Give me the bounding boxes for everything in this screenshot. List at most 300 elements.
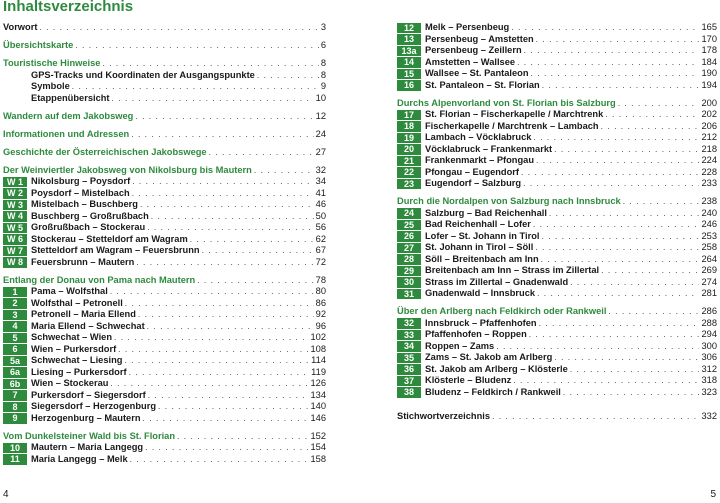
stage-number-badge: 12 bbox=[397, 23, 421, 34]
toc-entry-title: Vöcklabruck – Frankenmarkt bbox=[425, 143, 553, 154]
toc-left-column bbox=[3, 22, 326, 465]
toc-page-number: 8 bbox=[320, 58, 326, 68]
dot-leader bbox=[517, 57, 699, 69]
dot-leader bbox=[102, 58, 318, 70]
toc-entry-title: Mistelbach – Buschberg bbox=[31, 199, 138, 209]
stage-number-badge: 27 bbox=[397, 243, 421, 254]
toc-stage-entry[interactable] bbox=[397, 34, 717, 46]
toc-entry-title: Fischerkapelle / Marchtrenk – Lambach bbox=[425, 120, 599, 131]
toc-entry-title: Zams – St. Jakob am Arlberg bbox=[425, 352, 553, 362]
dot-leader bbox=[114, 332, 308, 344]
toc-stage-entry[interactable] bbox=[397, 219, 717, 231]
toc-page-number: 46 bbox=[315, 199, 326, 209]
dot-leader bbox=[511, 22, 699, 34]
stage-number-badge: 28 bbox=[397, 254, 421, 265]
dot-leader bbox=[129, 367, 310, 379]
dot-leader bbox=[570, 277, 699, 289]
toc-entry-title: Maria Langegg – Melk bbox=[31, 453, 128, 464]
toc-stage-entry[interactable] bbox=[397, 318, 717, 330]
toc-page-number: 258 bbox=[701, 242, 717, 252]
toc-stage-entry[interactable] bbox=[3, 367, 326, 379]
stage-number-badge: 4 bbox=[3, 321, 27, 332]
toc-stage-entry[interactable] bbox=[3, 176, 326, 188]
toc-entry-title: Lofer – St. Johann in Tirol bbox=[425, 230, 540, 241]
dot-leader bbox=[110, 286, 314, 298]
stage-number-badge: W 1 bbox=[3, 177, 27, 188]
dot-leader bbox=[549, 208, 700, 220]
toc-entry-title: Schwechat – Wien bbox=[31, 332, 113, 342]
toc-entry-title: Persenbeug – Zeillern bbox=[425, 45, 522, 55]
dot-leader bbox=[554, 352, 699, 364]
toc-page-number: 323 bbox=[701, 386, 717, 397]
toc-page-number: 119 bbox=[311, 366, 326, 377]
toc-stage-entry[interactable] bbox=[3, 390, 326, 402]
toc-entry-title: Wallsee – St. Pantaleon bbox=[425, 68, 529, 78]
dot-leader bbox=[536, 155, 699, 167]
dot-leader bbox=[623, 196, 700, 208]
dot-leader bbox=[151, 211, 314, 223]
toc-entry-title: Maria Ellend – Schwechat bbox=[31, 320, 145, 331]
dot-leader bbox=[492, 411, 699, 423]
dot-leader bbox=[533, 132, 699, 144]
toc-entry-title: Wandern auf dem Jakobsweg bbox=[3, 110, 134, 121]
toc-stage-entry[interactable] bbox=[397, 375, 717, 387]
page-title: Inhaltsverzeichnis bbox=[3, 0, 134, 15]
toc-entry-title: Wien – Purkersdorf bbox=[31, 343, 117, 354]
toc-section-heading[interactable] bbox=[3, 165, 326, 177]
toc-entry-title: Übersichtskarte bbox=[3, 40, 74, 50]
dot-leader bbox=[118, 344, 308, 356]
toc-page-number: 318 bbox=[701, 375, 717, 385]
stage-number-badge: 14 bbox=[397, 57, 421, 68]
toc-stage-entry[interactable] bbox=[397, 254, 717, 266]
toc-stage-entry[interactable] bbox=[397, 132, 717, 144]
dot-leader bbox=[147, 321, 314, 333]
toc-page-number: 86 bbox=[315, 297, 326, 308]
toc-entry[interactable] bbox=[3, 93, 326, 105]
toc-entry-title: Strass im Zillertal – Gnadenwald bbox=[425, 276, 569, 287]
toc-entry-title: St. Jakob am Arlberg – Klösterle bbox=[425, 363, 568, 374]
toc-page-number: 312 bbox=[701, 363, 717, 374]
toc-section-heading[interactable] bbox=[3, 275, 326, 287]
toc-entry-title: Durch die Nordalpen von Salzburg nach Innsbruck bbox=[397, 196, 621, 206]
stage-number-badge: 34 bbox=[397, 341, 421, 352]
stage-number-badge: W 5 bbox=[3, 223, 27, 234]
toc-entry-title: Stetteldorf am Wagram – Feuersbrunn bbox=[31, 245, 200, 255]
toc-entry-title: Frankenmarkt – Pfongau bbox=[425, 155, 535, 165]
toc-entry[interactable] bbox=[3, 81, 326, 93]
stage-number-badge: 18 bbox=[397, 121, 421, 132]
toc-stage-entry[interactable] bbox=[397, 341, 717, 353]
toc-page-number: 108 bbox=[310, 343, 326, 354]
toc-stage-entry[interactable] bbox=[397, 288, 717, 300]
toc-page-number: 80 bbox=[315, 286, 326, 296]
toc-stage-entry[interactable] bbox=[3, 211, 326, 223]
toc-page-number: 126 bbox=[310, 378, 326, 388]
dot-leader bbox=[110, 378, 308, 390]
dot-leader bbox=[132, 188, 314, 200]
toc-stage-entry[interactable] bbox=[397, 57, 717, 69]
toc-page-number: 253 bbox=[701, 230, 717, 241]
dot-leader bbox=[529, 329, 700, 341]
toc-page-number: 62 bbox=[315, 233, 326, 244]
stage-number-badge: 30 bbox=[397, 277, 421, 288]
toc-entry-title: Söll – Breitenbach am Inn bbox=[425, 253, 539, 264]
toc-page-number: 114 bbox=[311, 355, 326, 365]
toc-entry-title: Pama – Wolfsthal bbox=[31, 286, 108, 296]
stage-number-badge: 22 bbox=[397, 167, 421, 178]
toc-entry-title: Salzburg – Bad Reichenhall bbox=[425, 207, 547, 218]
toc-section-heading[interactable] bbox=[3, 58, 326, 70]
toc-stage-entry[interactable] bbox=[397, 364, 717, 376]
toc-stage-entry[interactable] bbox=[397, 352, 717, 364]
toc-entry-title: Poysdorf – Mistelbach bbox=[31, 187, 130, 198]
dot-leader bbox=[521, 167, 699, 179]
toc-stage-entry[interactable] bbox=[397, 265, 717, 277]
toc-page-number: 240 bbox=[701, 207, 717, 218]
toc-page-number: 269 bbox=[701, 265, 717, 275]
toc-section-heading[interactable] bbox=[3, 147, 326, 159]
toc-entry-title: Nikolsburg – Poysdorf bbox=[31, 176, 131, 186]
toc-section-heading[interactable] bbox=[397, 306, 717, 318]
stage-number-badge: 35 bbox=[397, 353, 421, 364]
stage-number-badge: 1 bbox=[3, 287, 27, 298]
toc-entry-title: Durchs Alpenvorland von St. Florian bis Salzburg bbox=[397, 97, 616, 108]
toc-entry-title: Gnadenwald – Innsbruck bbox=[425, 288, 536, 298]
stage-number-badge: W 6 bbox=[3, 234, 27, 245]
stage-number-badge: 36 bbox=[397, 364, 421, 375]
dot-leader bbox=[496, 341, 699, 353]
stage-number-badge: W 3 bbox=[3, 200, 27, 211]
toc-page-number: 170 bbox=[701, 33, 717, 44]
toc-page-number: 24 bbox=[315, 128, 326, 139]
stage-number-badge: 15 bbox=[397, 69, 421, 80]
dot-leader bbox=[138, 309, 314, 321]
dot-leader bbox=[197, 275, 313, 287]
toc-entry-title: Liesing – Purkersdorf bbox=[31, 366, 127, 377]
toc-stage-entry[interactable] bbox=[397, 68, 717, 80]
toc-page-number: 72 bbox=[315, 256, 326, 267]
stage-number-badge: 24 bbox=[397, 208, 421, 219]
toc-page-number: 238 bbox=[701, 196, 717, 206]
toc-section-heading[interactable] bbox=[397, 98, 717, 110]
toc-stage-entry[interactable] bbox=[397, 167, 717, 179]
toc-page-number: 165 bbox=[701, 22, 717, 32]
stage-number-badge: 11 bbox=[3, 454, 27, 465]
toc-entry[interactable] bbox=[397, 411, 717, 423]
dot-leader bbox=[542, 231, 700, 243]
dot-leader bbox=[132, 176, 313, 188]
dot-leader bbox=[145, 442, 308, 454]
stage-number-badge: 32 bbox=[397, 318, 421, 329]
dot-leader bbox=[524, 45, 700, 57]
toc-stage-entry[interactable] bbox=[3, 245, 326, 257]
toc-entry[interactable] bbox=[3, 70, 326, 82]
stage-number-badge: 17 bbox=[397, 110, 421, 121]
toc-entry-title: Wolfsthal – Petronell bbox=[31, 297, 123, 308]
stage-number-badge: 37 bbox=[397, 376, 421, 387]
toc-entry-title: Bludenz – Feldkirch / Rankweil bbox=[425, 386, 561, 397]
toc-entry-title: Geschichte der Österreichischen Jakobswege bbox=[3, 146, 207, 157]
toc-page-number: 41 bbox=[315, 187, 326, 198]
toc-entry-title: Stichwortverzeichnis bbox=[397, 411, 490, 421]
dot-leader bbox=[570, 364, 700, 376]
toc-stage-entry[interactable] bbox=[397, 231, 717, 243]
dot-leader bbox=[75, 40, 319, 52]
toc-entry-title: Der Weinviertler Jakobsweg von Nikolsburg bis Mautern bbox=[3, 164, 252, 175]
toc-entry-title: Persenbeug – Amstetten bbox=[425, 33, 534, 44]
toc-entry-title: Purkersdorf – Siegersdorf bbox=[31, 389, 146, 400]
toc-entry-title: Entlang der Donau von Pama nach Mautern bbox=[3, 274, 196, 285]
toc-page-number: 78 bbox=[315, 274, 326, 285]
toc-page-number: 178 bbox=[701, 45, 717, 55]
toc-page-number: 96 bbox=[315, 320, 326, 331]
toc-page-number: 212 bbox=[701, 132, 717, 142]
dot-leader bbox=[531, 68, 700, 80]
dot-leader bbox=[39, 22, 318, 34]
dot-leader bbox=[523, 178, 699, 190]
toc-stage-entry[interactable] bbox=[397, 178, 717, 190]
toc-entry-title: Pfaffenhofen – Roppen bbox=[425, 329, 527, 339]
toc-page-number: 300 bbox=[701, 340, 717, 351]
toc-section-heading[interactable] bbox=[3, 431, 326, 443]
toc-entry-title: Symbole bbox=[31, 81, 70, 91]
stage-number-badge: W 4 bbox=[3, 211, 27, 222]
stage-number-badge: 13a bbox=[397, 46, 421, 57]
toc-stage-entry[interactable] bbox=[397, 121, 717, 133]
stage-number-badge: 7 bbox=[3, 390, 27, 401]
dot-leader bbox=[601, 121, 700, 133]
toc-stage-entry[interactable] bbox=[3, 355, 326, 367]
toc-page-number: 3 bbox=[320, 22, 326, 32]
toc-entry-title: Pfongau – Eugendorf bbox=[425, 166, 519, 177]
toc-page-number: 200 bbox=[701, 97, 717, 108]
toc-section-heading[interactable] bbox=[3, 129, 326, 141]
stage-number-badge: 6 bbox=[3, 344, 27, 355]
toc-page-number: 67 bbox=[315, 245, 326, 255]
stage-number-badge: 10 bbox=[3, 443, 27, 454]
toc-entry-title: Stockerau – Stetteldorf am Wagram bbox=[31, 233, 188, 244]
toc-page-number: 224 bbox=[701, 155, 717, 165]
dot-leader bbox=[202, 245, 314, 257]
toc-page-number: 184 bbox=[701, 56, 717, 67]
toc-stage-entry[interactable] bbox=[3, 257, 326, 269]
toc-entry-title: Schwechat – Liesing bbox=[31, 355, 123, 365]
toc-entry-title: Über den Arlberg nach Feldkirch oder Rankweil bbox=[397, 306, 607, 316]
dot-leader bbox=[158, 401, 308, 413]
stage-number-badge: 26 bbox=[397, 231, 421, 242]
stage-number-badge: 23 bbox=[397, 179, 421, 190]
toc-page-number: 146 bbox=[310, 412, 326, 423]
dot-leader bbox=[618, 98, 700, 110]
stage-number-badge: 33 bbox=[397, 330, 421, 341]
toc-page-number: 294 bbox=[701, 329, 717, 339]
toc-stage-entry[interactable] bbox=[3, 454, 326, 466]
toc-page-number: 12 bbox=[315, 110, 326, 121]
toc-entry-title: Eugendorf – Salzburg bbox=[425, 178, 522, 188]
toc-page-number: 281 bbox=[701, 288, 717, 298]
toc-stage-entry[interactable] bbox=[397, 144, 717, 156]
stage-number-badge: 2 bbox=[3, 298, 27, 309]
toc-page-number: 306 bbox=[701, 352, 717, 362]
stage-number-badge: 38 bbox=[397, 387, 421, 398]
toc-page-number: 102 bbox=[310, 332, 326, 342]
dot-leader bbox=[601, 265, 699, 277]
dot-leader bbox=[539, 318, 700, 330]
dot-leader bbox=[130, 454, 309, 466]
stage-number-badge: 20 bbox=[397, 144, 421, 155]
toc-page-number: 50 bbox=[315, 210, 326, 221]
toc-section-heading[interactable] bbox=[397, 196, 717, 208]
toc-page-number: 233 bbox=[701, 178, 717, 188]
toc-page-number: 190 bbox=[701, 68, 717, 78]
toc-page-number: 6 bbox=[320, 40, 326, 50]
dot-leader bbox=[513, 375, 699, 387]
dot-leader bbox=[136, 257, 313, 269]
toc-stage-entry[interactable] bbox=[3, 442, 326, 454]
stage-number-badge: 5 bbox=[3, 333, 27, 344]
toc-page-number: 134 bbox=[310, 389, 326, 400]
stage-number-badge: 13 bbox=[397, 34, 421, 45]
toc-stage-entry[interactable] bbox=[3, 413, 326, 425]
stage-number-badge: W 7 bbox=[3, 246, 27, 257]
toc-section-heading[interactable] bbox=[3, 111, 326, 123]
toc-page-number: 274 bbox=[701, 276, 717, 287]
dot-leader bbox=[147, 222, 313, 234]
toc-page-number: 9 bbox=[320, 81, 326, 91]
dot-leader bbox=[542, 80, 700, 92]
toc-page-number: 288 bbox=[701, 317, 717, 328]
toc-entry-title: GPS-Tracks und Koordinaten der Ausgangspunkte bbox=[31, 69, 255, 80]
toc-stage-entry[interactable] bbox=[397, 45, 717, 57]
stage-number-badge: 16 bbox=[397, 80, 421, 91]
dot-leader bbox=[536, 34, 700, 46]
toc-page-number: 206 bbox=[701, 120, 717, 131]
toc-stage-entry[interactable] bbox=[3, 199, 326, 211]
toc-stage-entry[interactable] bbox=[3, 222, 326, 234]
toc-stage-entry[interactable] bbox=[3, 309, 326, 321]
toc-page-number: 286 bbox=[701, 306, 717, 316]
toc-entry-title: Mautern – Maria Langegg bbox=[31, 442, 144, 452]
toc-entry-title: Touristische Hinweise bbox=[3, 58, 101, 68]
toc-stage-entry[interactable] bbox=[397, 208, 717, 220]
page-number-right: 5 bbox=[710, 489, 716, 500]
toc-page-number: 34 bbox=[315, 176, 326, 186]
toc-entry-title: St. Johann in Tirol – Söll bbox=[425, 242, 534, 252]
toc-entry-title: Großrußbach – Stockerau bbox=[31, 222, 146, 232]
toc-entry-title: St. Florian – Fischerkapelle / Marchtrenk bbox=[425, 109, 604, 119]
dot-leader bbox=[124, 355, 309, 367]
toc-entry-title: Bad Reichenhall – Lofer bbox=[425, 219, 531, 229]
dot-leader bbox=[148, 390, 309, 402]
stage-number-badge: 8 bbox=[3, 402, 27, 413]
dot-leader bbox=[535, 242, 699, 254]
toc-page-number: 264 bbox=[701, 253, 717, 264]
toc-entry-title: Herzogenburg – Mautern bbox=[31, 412, 141, 423]
toc-stage-entry[interactable] bbox=[397, 22, 717, 34]
toc-stage-entry[interactable] bbox=[397, 329, 717, 341]
toc-stage-entry[interactable] bbox=[3, 286, 326, 298]
dot-leader bbox=[112, 93, 314, 105]
toc-stage-entry[interactable] bbox=[397, 242, 717, 254]
dot-leader bbox=[209, 147, 314, 159]
toc-page-number: 140 bbox=[310, 401, 326, 411]
stage-number-badge: 6a bbox=[3, 367, 27, 378]
toc-page-number: 218 bbox=[701, 143, 717, 154]
toc-stage-entry[interactable] bbox=[3, 332, 326, 344]
toc-section-heading[interactable] bbox=[3, 40, 326, 52]
stage-number-badge: 29 bbox=[397, 266, 421, 277]
toc-page-number: 332 bbox=[701, 411, 717, 421]
stage-number-badge: W 2 bbox=[3, 188, 27, 199]
stage-number-badge: 9 bbox=[3, 413, 27, 424]
toc-stage-entry[interactable] bbox=[3, 344, 326, 356]
toc-entry[interactable] bbox=[3, 22, 326, 34]
toc-entry-title: St. Pantaleon – St. Florian bbox=[425, 79, 540, 90]
toc-entry-title: Petronell – Maria Ellend bbox=[31, 309, 136, 319]
toc-stage-entry[interactable] bbox=[3, 378, 326, 390]
toc-page-number: 228 bbox=[701, 166, 717, 177]
stage-number-badge: 6b bbox=[3, 379, 27, 390]
stage-number-badge: 21 bbox=[397, 156, 421, 167]
dot-leader bbox=[257, 70, 319, 82]
stage-number-badge: 5a bbox=[3, 356, 27, 367]
dot-leader bbox=[125, 298, 314, 310]
toc-entry-title: Etappenübersicht bbox=[31, 92, 110, 103]
dot-leader bbox=[190, 234, 314, 246]
toc-entry-title: Siegersdorf – Herzogenburg bbox=[31, 401, 157, 411]
toc-stage-entry[interactable] bbox=[397, 80, 717, 92]
toc-entry-title: Breitenbach am Inn – Strass im Zillertal bbox=[425, 265, 600, 275]
page-number-left: 4 bbox=[3, 489, 9, 500]
toc-entry-title: Roppen – Zams bbox=[425, 340, 495, 351]
toc-stage-entry[interactable] bbox=[3, 188, 326, 200]
toc-entry-title: Vorwort bbox=[3, 22, 38, 32]
stage-number-badge: 31 bbox=[397, 289, 421, 300]
toc-entry-title: Informationen und Adressen bbox=[3, 128, 130, 139]
toc-page-number: 8 bbox=[320, 69, 326, 80]
dot-leader bbox=[533, 219, 700, 231]
dot-leader bbox=[608, 306, 699, 318]
toc-stage-entry[interactable] bbox=[3, 298, 326, 310]
stage-number-badge: W 8 bbox=[3, 257, 27, 268]
dot-leader bbox=[131, 129, 313, 141]
toc-page-number: 10 bbox=[315, 92, 326, 103]
toc-page-number: 202 bbox=[701, 109, 717, 119]
dot-leader bbox=[554, 144, 699, 156]
toc-right-column bbox=[397, 22, 717, 423]
stage-number-badge: 25 bbox=[397, 220, 421, 231]
dot-leader bbox=[135, 111, 313, 123]
toc-stage-entry[interactable] bbox=[3, 401, 326, 413]
dot-leader bbox=[563, 387, 700, 399]
stage-number-badge: 3 bbox=[3, 310, 27, 321]
toc-page-number: 27 bbox=[315, 146, 326, 157]
toc-entry-title: Klösterle – Bludenz bbox=[425, 375, 512, 385]
toc-stage-entry[interactable] bbox=[3, 321, 326, 333]
toc-entry-title: Melk – Persenbeug bbox=[425, 22, 510, 32]
toc-page-number: 92 bbox=[315, 309, 326, 319]
toc-page-number: 194 bbox=[701, 79, 717, 90]
toc-stage-entry[interactable] bbox=[397, 387, 717, 399]
toc-stage-entry[interactable] bbox=[397, 109, 717, 121]
toc-page-number: 32 bbox=[315, 164, 326, 175]
toc-stage-entry[interactable] bbox=[397, 277, 717, 289]
dot-leader bbox=[143, 413, 309, 425]
toc-entry-title: Innsbruck – Pfaffenhofen bbox=[425, 317, 537, 328]
toc-stage-entry[interactable] bbox=[397, 155, 717, 167]
toc-stage-entry[interactable] bbox=[3, 234, 326, 246]
